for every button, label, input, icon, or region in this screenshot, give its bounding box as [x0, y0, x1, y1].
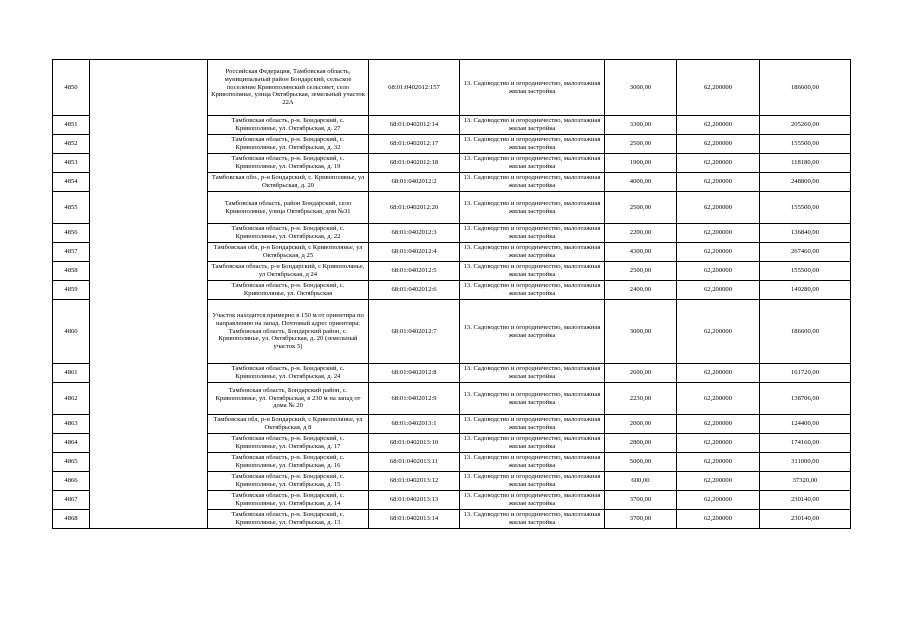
- specific-value-cell: 62,200000: [677, 453, 760, 472]
- address-cell: Тамбовская обл, р-н Бондарский, с Кривополянье, ул Октябрьская, д 25: [208, 243, 369, 262]
- specific-value-cell: 62,200000: [677, 472, 760, 491]
- row-spacer-cell: [90, 154, 208, 173]
- area-cell: 2000,00: [605, 415, 677, 434]
- land-use-cell: 13. Садоводство и огородничество, малоэтажная жилая застройка: [460, 453, 605, 472]
- cadastral-number-cell: 68:01:0402013:11: [369, 453, 460, 472]
- row-number: 4861: [53, 364, 90, 383]
- table-row: [53, 281, 851, 300]
- specific-value-cell: 62,200000: [677, 434, 760, 453]
- land-use-cell: 13. Садоводство и огородничество, малоэтажная жилая застройка: [460, 262, 605, 281]
- row-spacer-cell: [90, 262, 208, 281]
- address-cell: Тамбовская область, р-н. Бондарский, с. Кривополянье, ул. Октябрьская, д. 17: [208, 434, 369, 453]
- row-number: 4859: [53, 281, 90, 300]
- land-use-cell: 13. Садоводство и огородничество, малоэтажная жилая застройка: [460, 472, 605, 491]
- table-row: [53, 60, 851, 116]
- table-row: [53, 135, 851, 154]
- land-use-cell: 13. Садоводство и огородничество, малоэтажная жилая застройка: [460, 300, 605, 364]
- cadastral-value-cell: 37320,00: [760, 472, 851, 491]
- specific-value-cell: 62,200000: [677, 281, 760, 300]
- row-number: 4860: [53, 300, 90, 364]
- row-spacer-cell: [90, 383, 208, 415]
- cadastral-number-cell: 68:01:0402013:10: [369, 434, 460, 453]
- cadastral-number-cell: 68:01:0402012:4: [369, 243, 460, 262]
- address-cell: Тамбовская область, р-н. Бондарский, с. Кривополянье, ул. Октябрьская, д. 22: [208, 224, 369, 243]
- specific-value-cell: 62,200000: [677, 224, 760, 243]
- cadastral-number-cell: 68:01:0402012:5: [369, 262, 460, 281]
- address-cell: Тамбовская область, район Бондарский, село Кривополянье, улица Октябрьская, дом №31: [208, 192, 369, 224]
- cadastral-number-cell: 68:01:0402013:13: [369, 491, 460, 510]
- specific-value-cell: 62,200000: [677, 135, 760, 154]
- address-cell: Тамбовская область, р-н. Бондарский, с. Кривополянье, ул. Октябрьская, д. 19: [208, 154, 369, 173]
- row-spacer-cell: [90, 510, 208, 529]
- table-row: [53, 510, 851, 529]
- cadastral-value-cell: 155500,00: [760, 135, 851, 154]
- cadastral-value-cell: 230140,00: [760, 491, 851, 510]
- area-cell: 3300,00: [605, 116, 677, 135]
- cadastral-number-cell: 68:01:0402012:157: [369, 60, 460, 116]
- row-number: 4865: [53, 453, 90, 472]
- specific-value-cell: 62,200000: [677, 300, 760, 364]
- cadastral-value-cell: 205260,00: [760, 116, 851, 135]
- row-number: 4862: [53, 383, 90, 415]
- address-cell: Тамбовская область, Бондарский район, с. Кривополянье, ул. Октябрьская, в 230 м на запад от дома № 20: [208, 383, 369, 415]
- cadastral-value-cell: 155500,00: [760, 262, 851, 281]
- cadastral-number-cell: 68:01:0402012:17: [369, 135, 460, 154]
- row-spacer-cell: [90, 243, 208, 262]
- table-row: [53, 364, 851, 383]
- land-use-cell: 13. Садоводство и огородничество, малоэтажная жилая застройка: [460, 281, 605, 300]
- table-row: [53, 116, 851, 135]
- cadastral-value-cell: 118180,00: [760, 154, 851, 173]
- area-cell: 2500,00: [605, 135, 677, 154]
- row-number: 4855: [53, 192, 90, 224]
- area-cell: 2800,00: [605, 434, 677, 453]
- cadastral-number-cell: 68:01:0402012:7: [369, 300, 460, 364]
- address-cell: Тамбовская область, р-н. Бондарский, с. Кривополянье, ул. Октябрьская, д. 24: [208, 364, 369, 383]
- cadastral-number-cell: 68:01:0402012:8: [369, 364, 460, 383]
- row-number: 4856: [53, 224, 90, 243]
- area-cell: 2600,00: [605, 364, 677, 383]
- cadastral-number-cell: 68:01:0402013:14: [369, 510, 460, 529]
- area-cell: 2500,00: [605, 192, 677, 224]
- cadastral-value-cell: 136840,00: [760, 224, 851, 243]
- land-use-cell: 13. Садоводство и огородничество, малоэтажная жилая застройка: [460, 364, 605, 383]
- table-body: [53, 60, 851, 529]
- specific-value-cell: 62,200000: [677, 383, 760, 415]
- area-cell: 3000,00: [605, 300, 677, 364]
- specific-value-cell: 62,200000: [677, 154, 760, 173]
- row-number: 4854: [53, 173, 90, 192]
- area-cell: 2230,00: [605, 383, 677, 415]
- row-spacer-cell: [90, 472, 208, 491]
- cadastral-number-cell: 68:01:0402012:18: [369, 154, 460, 173]
- specific-value-cell: 62,200000: [677, 192, 760, 224]
- area-cell: 2400,00: [605, 281, 677, 300]
- table-row: [53, 491, 851, 510]
- table-row: [53, 434, 851, 453]
- specific-value-cell: 62,200000: [677, 243, 760, 262]
- area-cell: 3700,00: [605, 491, 677, 510]
- address-cell: Тамбовская обл., р-н Бондарский, с. Кривополянье, ул Октябрьская, д. 20: [208, 173, 369, 192]
- cadastral-value-cell: 267460,00: [760, 243, 851, 262]
- row-number: 4867: [53, 491, 90, 510]
- row-spacer-cell: [90, 281, 208, 300]
- address-cell: Тамбовская область, р-н. Бондарский, с. Кривополянье, ул. Октябрьская, д. 13: [208, 510, 369, 529]
- cadastral-number-cell: 68:01:0402013:12: [369, 472, 460, 491]
- row-number: 4851: [53, 116, 90, 135]
- cadastral-number-cell: 68:01:0402012:6: [369, 281, 460, 300]
- specific-value-cell: 62,200000: [677, 262, 760, 281]
- row-spacer-cell: [90, 173, 208, 192]
- cadastral-value-cell: 248800,00: [760, 173, 851, 192]
- cadastral-value-table: [52, 59, 851, 529]
- area-cell: 3000,00: [605, 60, 677, 116]
- row-spacer-cell: [90, 415, 208, 434]
- land-use-cell: 13. Садоводство и огородничество, малоэтажная жилая застройка: [460, 116, 605, 135]
- land-use-cell: 13. Садоводство и огородничество, малоэтажная жилая застройка: [460, 434, 605, 453]
- row-spacer-cell: [90, 116, 208, 135]
- row-number: 4850: [53, 60, 90, 116]
- row-spacer-cell: [90, 300, 208, 364]
- cadastral-value-cell: 155500,00: [760, 192, 851, 224]
- area-cell: 600,00: [605, 472, 677, 491]
- area-cell: 2200,00: [605, 224, 677, 243]
- row-number: 4857: [53, 243, 90, 262]
- land-use-cell: 13. Садоводство и огородничество, малоэтажная жилая застройка: [460, 192, 605, 224]
- table-row: [53, 453, 851, 472]
- table-row: [53, 192, 851, 224]
- table-row: [53, 154, 851, 173]
- table-row: [53, 224, 851, 243]
- row-spacer-cell: [90, 364, 208, 383]
- cadastral-value-cell: 230140,00: [760, 510, 851, 529]
- address-cell: Тамбовская область, р-н. Бондарский, с. Кривополянье, ул. Октябрьская: [208, 281, 369, 300]
- address-cell: Тамбовская область, р-н Бондарский, с Кривополянье, ул Октябрьская, д 24: [208, 262, 369, 281]
- specific-value-cell: 62,200000: [677, 173, 760, 192]
- table-row: [53, 415, 851, 434]
- table-row: [53, 243, 851, 262]
- cadastral-value-cell: 124400,00: [760, 415, 851, 434]
- cadastral-value-cell: 149280,00: [760, 281, 851, 300]
- specific-value-cell: 62,200000: [677, 491, 760, 510]
- row-number: 4868: [53, 510, 90, 529]
- row-number: 4866: [53, 472, 90, 491]
- address-cell: Тамбовская область, р-н. Бондарский, с. Кривополянье, ул. Октябрьская, д. 14: [208, 491, 369, 510]
- address-cell: Тамбовская область, р-н. Бондарский, с. Кривополянье, ул. Октябрьская, д. 27: [208, 116, 369, 135]
- cadastral-number-cell: 68:01:0402012:2: [369, 173, 460, 192]
- area-cell: 2500,00: [605, 262, 677, 281]
- cadastral-number-cell: 68:01:0402012:14: [369, 116, 460, 135]
- cadastral-value-cell: 186600,00: [760, 300, 851, 364]
- row-spacer-cell: [90, 192, 208, 224]
- row-number: 4863: [53, 415, 90, 434]
- land-use-cell: 13. Садоводство и огородничество, малоэтажная жилая застройка: [460, 510, 605, 529]
- land-use-cell: 13. Садоводство и огородничество, малоэтажная жилая застройка: [460, 60, 605, 116]
- row-spacer-cell: [90, 224, 208, 243]
- cadastral-value-cell: 138706,00: [760, 383, 851, 415]
- row-spacer-cell: [90, 434, 208, 453]
- specific-value-cell: 62,200000: [677, 116, 760, 135]
- specific-value-cell: 62,200000: [677, 415, 760, 434]
- area-cell: 5000,00: [605, 453, 677, 472]
- land-use-cell: 13. Садоводство и огородничество, малоэтажная жилая застройка: [460, 173, 605, 192]
- cadastral-number-cell: 68:01:0402012:20: [369, 192, 460, 224]
- cadastral-value-cell: 174160,00: [760, 434, 851, 453]
- table-row: [53, 262, 851, 281]
- cadastral-number-cell: 68:01:0402013:1: [369, 415, 460, 434]
- row-spacer-cell: [90, 135, 208, 154]
- land-use-cell: 13. Садоводство и огородничество, малоэтажная жилая застройка: [460, 415, 605, 434]
- area-cell: 3700,00: [605, 510, 677, 529]
- land-use-cell: 13. Садоводство и огородничество, малоэтажная жилая застройка: [460, 135, 605, 154]
- row-number: 4853: [53, 154, 90, 173]
- land-use-cell: 13. Садоводство и огородничество, малоэтажная жилая застройка: [460, 243, 605, 262]
- row-spacer-cell: [90, 453, 208, 472]
- area-cell: 1900,00: [605, 154, 677, 173]
- specific-value-cell: 62,200000: [677, 60, 760, 116]
- cadastral-value-cell: 311000,00: [760, 453, 851, 472]
- area-cell: 4300,00: [605, 243, 677, 262]
- row-number: 4864: [53, 434, 90, 453]
- area-cell: 4000,00: [605, 173, 677, 192]
- cadastral-number-cell: 68:01:0402012:3: [369, 224, 460, 243]
- address-cell: Тамбовская область, р-н. Бондарский, с. Кривополянье, ул. Октябрьская, д. 32: [208, 135, 369, 154]
- specific-value-cell: 62,200000: [677, 510, 760, 529]
- table-row: [53, 300, 851, 364]
- land-use-cell: 13. Садоводство и огородничество, малоэтажная жилая застройка: [460, 383, 605, 415]
- land-use-cell: 13. Садоводство и огородничество, малоэтажная жилая застройка: [460, 224, 605, 243]
- address-cell: Участок находится примерно в 150 м от ориентира по направлению на запад. Почтовый адрес ориентира: Тамбовская область, Бондарский район, с. Кривополянье, ул. Октябрьская, д. 20 (земельный участок 5): [208, 300, 369, 364]
- cadastral-number-cell: 68:01:0402012:9: [369, 383, 460, 415]
- address-cell: Тамбовская область, р-н. Бондарский, с. Кривополянье, ул. Октябрьская, д. 15: [208, 472, 369, 491]
- specific-value-cell: 62,200000: [677, 364, 760, 383]
- row-number: 4852: [53, 135, 90, 154]
- table-row: [53, 173, 851, 192]
- table-row: [53, 472, 851, 491]
- cadastral-value-cell: 161720,00: [760, 364, 851, 383]
- row-number: 4858: [53, 262, 90, 281]
- address-cell: Тамбовская область, р-н. Бондарский, с. Кривополянье, ул. Октябрьская, д. 16: [208, 453, 369, 472]
- row-spacer-cell: [90, 491, 208, 510]
- address-cell: Российская Федерация, Тамбовская область, муниципальный район Бондарский, сельское поселение Кривополянский сельсовет, село Кривополянье, улица Октябрьская, земельный участок 22А: [208, 60, 369, 116]
- land-use-cell: 13. Садоводство и огородничество, малоэтажная жилая застройка: [460, 491, 605, 510]
- land-use-cell: 13. Садоводство и огородничество, малоэтажная жилая застройка: [460, 154, 605, 173]
- row-spacer-cell: [90, 60, 208, 116]
- table-row: [53, 383, 851, 415]
- cadastral-value-cell: 186600,00: [760, 60, 851, 116]
- address-cell: Тамбовская обл, р-н Бондарский, с Кривополянье, ул Октябрьская, д 8: [208, 415, 369, 434]
